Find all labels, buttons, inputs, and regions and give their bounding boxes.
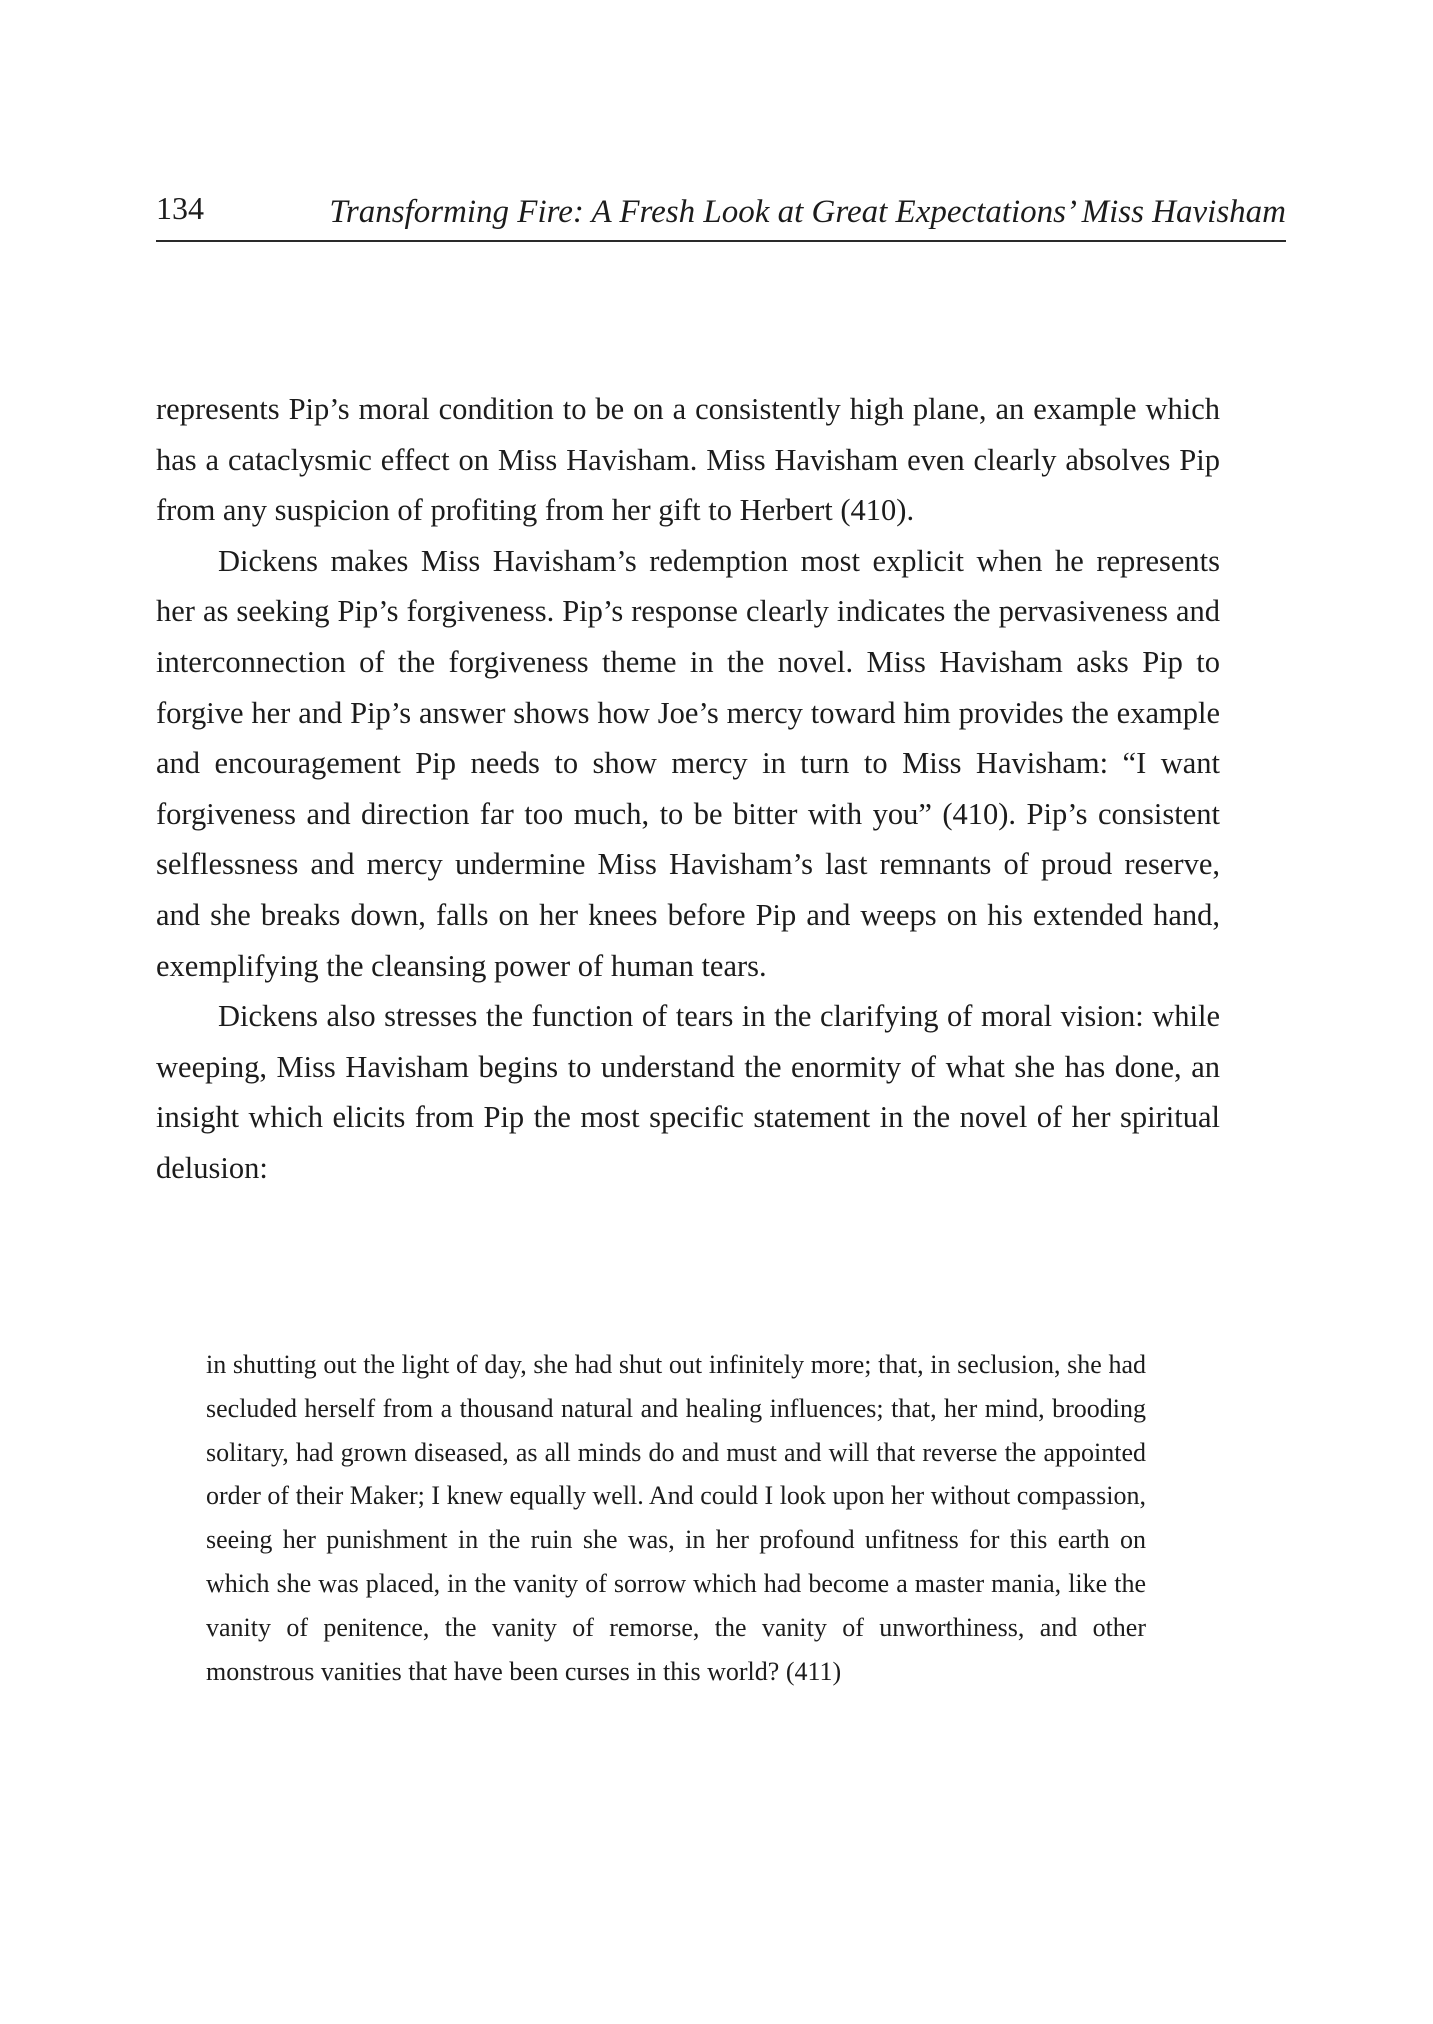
page-number: 134 — [156, 190, 204, 226]
paragraph-3: Dickens also stresses the function of tears in the clarifying of moral vision: while weeping, Miss Havisham begins to understand the enormity of what she has done, an insight which elicits from Pip the most specific statement in the novel of her spiritual delusion: — [156, 999, 1220, 1185]
paragraph-1: represents Pip’s moral condition to be on a consistently high plane, an example which has a cataclysmic effect on Miss Havisham. Miss Havisham even clearly absolves Pip from any suspicion of profiting from her gift to Herbert (410). — [156, 392, 1220, 528]
running-title: Transforming Fire: A Fresh Look at Great Expectations’ Miss Havisham — [329, 194, 1286, 230]
paragraph-2: Dickens makes Miss Havisham’s redemption most explicit when he represents her as seeking Pip’s forgiveness. Pip’s response clearly indicates the pervasiveness and interconnection of the forgiveness theme in the novel. Miss Havisham asks Pip to forgive her and Pip’s answer shows how Joe’s mercy toward him provides the example and encouragement Pip needs to show mercy in turn to Miss Havisham: “I want forgiveness and direction far too much, to be bitter with you” (410). Pip’s consistent selflessness and mercy undermine Miss Havisham’s last remnants of proud reserve, and she breaks down, falls on her knees before Pip and weeps on his extended hand, exemplifying the cleansing power of human tears. — [156, 543, 1220, 983]
block-quote: in shutting out the light of day, she had shut out infinitely more; that, in seclusion, she had secluded herself from a thousand natural and healing influences; that, her mind, brooding solitary, had grown diseased, as all minds do and must and will that reverse the appointed order of their Maker; I knew equally well. And could I look upon her without compassion, seeing her punishment in the ruin she was, in her profound unfitness for this earth on which she was placed, in the vanity of sorrow which had become a master mania, like the vanity of penitence, the vanity of remorse, the vanity of unworthiness, and other monstrous vanities that have been curses in this world? (411) — [206, 1350, 1146, 1686]
body-text — [156, 384, 1220, 1194]
running-head — [156, 184, 1286, 242]
